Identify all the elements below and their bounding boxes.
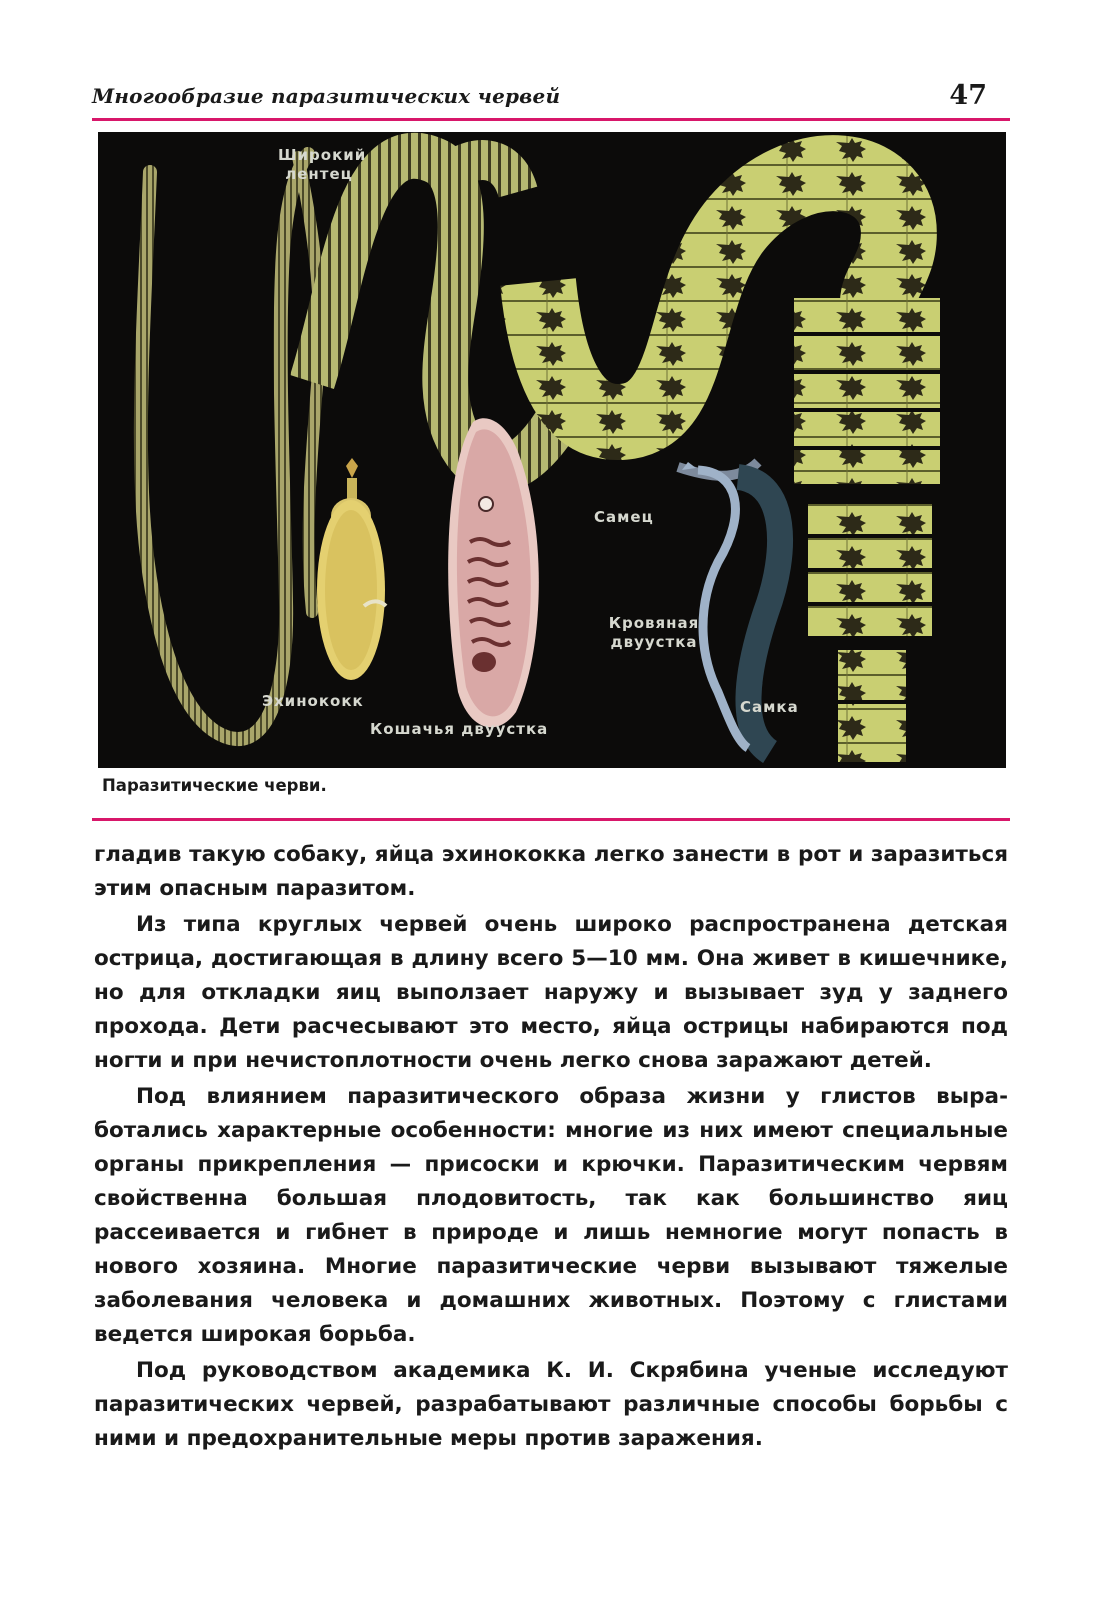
paragraph-2: Из типа круглых червей очень широко распространена детская острица, достигающая в длину всего 5—10 мм. Она живет в кишечнике, но для откладки яиц выползает наружу и вызывает зуд у заднего прохода. Дети расчесывают это место, яйца острицы набираются под ногти и при нечистоплотности очень легко снова заражают детей.	[94, 912, 1008, 1073]
worms-drawing	[98, 132, 1006, 768]
parasitic-worms-illustration	[98, 132, 1006, 768]
page-number: 47	[949, 80, 987, 111]
caption-divider	[92, 818, 1010, 821]
paragraph-1: гладив такую собаку, яйца эхинококка легко занести в рот и заразиться этим опасным паразитом.	[94, 842, 1008, 901]
thin-tapeworm-left	[141, 154, 308, 739]
label-blood-fluke: Кровяная двуустка	[608, 614, 700, 651]
label-echinococcus: Эхинококк	[262, 692, 364, 710]
paragraph-4: Под руководством академика К. И. Скрябина ученые исследуют паразитических червей, разрабатывают различные способы борьбы с ними и предохранительные меры против заражения.	[94, 1358, 1008, 1451]
label-broad-tapeworm: Широкий лентец	[278, 146, 367, 183]
label-male: Самец	[594, 508, 654, 526]
running-title: Многообразие паразитических червей	[92, 84, 561, 108]
label-female: Самка	[740, 698, 799, 716]
main-text	[94, 838, 1008, 1456]
echinococcus-drawing	[317, 458, 386, 680]
header-divider	[92, 118, 1010, 121]
label-cat-fluke: Кошачья двуустка	[370, 720, 549, 738]
figure-caption: Паразитические черви.	[102, 776, 327, 795]
paragraph-3: Под влиянием паразитического образа жизни у глистов выработались характерные особенности: многие из них имеют специальные органы прикрепления — присоски и крючки. Паразитическим червям свойственна большая плодовитость, так как большинство яиц рассеивается и гибнет в природе и лишь немногие могут попасть в нового хозяина. Многие паразитические черви вызывают тяжелые заболевания человека и домашних животных. Поэтому с глистами ведется широкая борьба.	[94, 1084, 1008, 1347]
